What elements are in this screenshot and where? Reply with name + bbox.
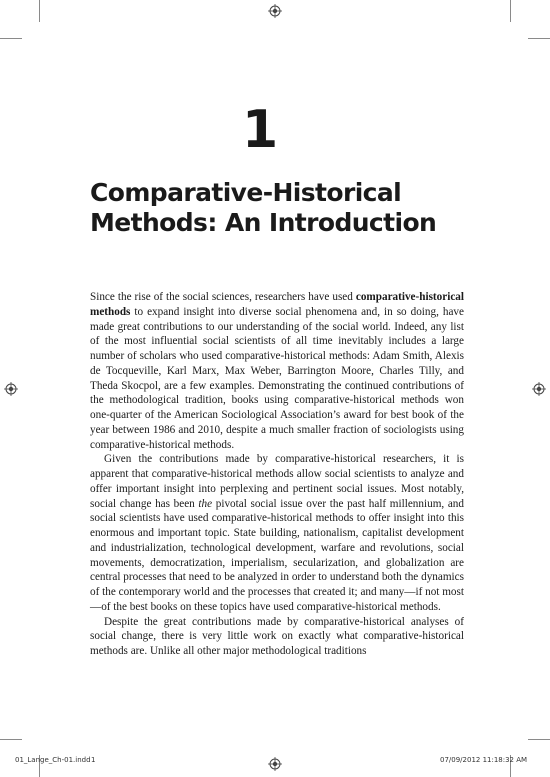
paragraph: Given the contributions made by comparative-historical researchers, it is apparent that comparative-historical methods allow social scientists to analyze and offer important insight into perplexing and pertinent social issues. Most notably, social change has been the pivotal social issue over the past half millennium, and social scientists have used comparative-historical methods to offer insight into this enormous and important topic. State building, nationalism, capitalist development and industrialization, technological development, warfare and revolutions, social movements, democratization, imperialism, secularization, and globalization are central processes that need to be analyzed in order to understand both the dynamics of the contemporary world and the processes that created it; and many—if not most—of the best books on these topics have used comparative-historical methods.: [90, 453, 464, 613]
registration-mark-icon: [532, 382, 546, 396]
paragraph: Despite the great contributions made by comparative-historical analyses of social change, there is very little work on exactly what comparative-historical methods are. Unlike all other major methodological traditions: [90, 615, 464, 657]
crop-mark: [0, 38, 22, 39]
footer-page-number: 1: [91, 756, 96, 764]
paragraph: Since the rise of the social sciences, researchers have used comparative-historical methods to expand insight into diverse social phenomena and, in so doing, have made great contributions to our understanding of the social world. Indeed, any list of the most influential social scientists of all time inevitably includes a large number of scholars who used comparative-historical methods: Adam Smith, Alexis de Tocqueville, Karl Marx, Max Weber, Barrington Moore, Charles Tilly, and Theda Skocpol, are a few examples. Demonstrating the continued contributions of the methodological tradition, books using comparative-historical methods won one-quarter of the American Sociological Association’s award for best book of the year between 1986 and 2010, despite a much smaller fraction of sociologists using comparative-historical methods.: [90, 291, 464, 451]
chapter-number-text: 1: [242, 100, 279, 160]
chapter-title-line2: Methods: An Introduction: [90, 208, 437, 237]
crop-mark: [528, 38, 550, 39]
registration-mark-icon: [268, 757, 282, 771]
crop-mark: [528, 739, 550, 740]
crop-mark: [510, 0, 511, 22]
crop-mark: [39, 0, 40, 22]
chapter-title-line1: Comparative-Historical: [90, 178, 402, 207]
registration-mark-icon: [4, 382, 18, 396]
bold-term: comparative-historical methods: [90, 291, 464, 318]
footer-timestamp: 07/09/2012 11:18:32 AM: [440, 756, 528, 764]
registration-mark-icon: [268, 4, 282, 18]
italic-term: the: [198, 497, 213, 510]
body-text: [90, 290, 464, 659]
chapter-title: [90, 178, 470, 238]
crop-mark: [0, 739, 22, 740]
footer-filename: 01_Lange_Ch-01.indd: [15, 756, 91, 764]
